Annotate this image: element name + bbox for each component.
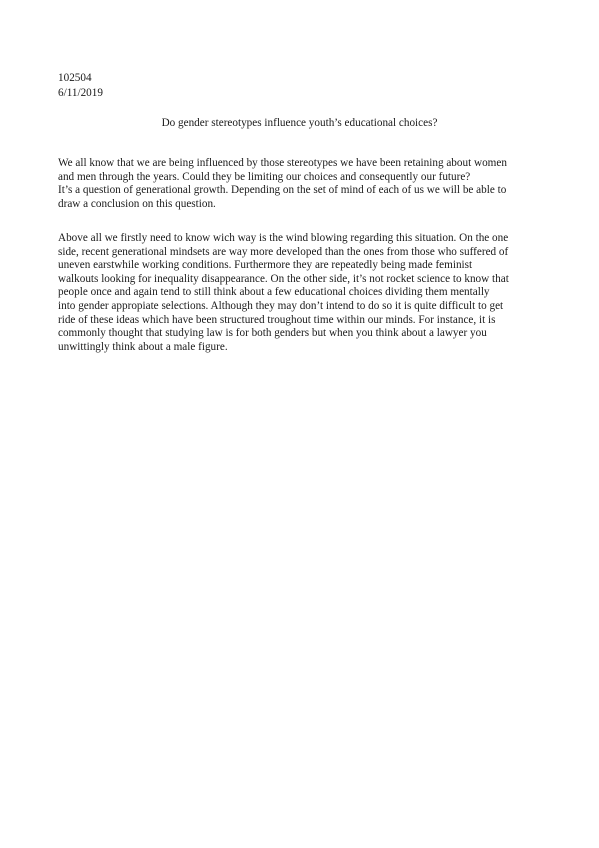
paragraph-line: uneven earstwhile working conditions. Furthermore they are repeatedly being made feminist: [58, 259, 473, 272]
paragraph-line: draw a conclusion on this question.: [58, 197, 216, 210]
document-title: Do gender stereotypes influence youth’s educational choices?: [161, 117, 438, 129]
paragraph-line: It’s a question of generational growth. Depending on the set of mind of each of us we will be able to: [58, 184, 507, 197]
paragraph-line: and men through the years. Could they be limiting our choices and consequently our future?: [58, 170, 471, 183]
paragraph-line: unwittingly think about a male figure.: [58, 340, 228, 353]
paragraph-line: side, recent generational mindsets are way more developed than the ones from those who suffered of: [58, 245, 509, 258]
paragraph-line: ride of these ideas which have been structured troughout time within our minds. For instance, it is: [58, 313, 496, 326]
document-date: 6/11/2019: [58, 87, 103, 99]
document-header: [58, 71, 103, 101]
paragraph-line: people once and again tend to still think about a few educational choices dividing them mentally: [58, 286, 490, 299]
paragraph-body: [58, 232, 578, 354]
paragraph-line: We all know that we are being influenced by those stereotypes we have been retaining about women: [58, 157, 507, 169]
student-id: 102504: [58, 72, 92, 84]
paragraph-line: Above all we firstly need to know wich way is the wind blowing regarding this situation. On the one: [58, 232, 509, 244]
paragraph-line: into gender appropiate selections. Although they may don’t intend to do so it is quite difficult to get: [58, 299, 504, 312]
paragraph-introduction: [58, 157, 578, 211]
paragraph-line: commonly thought that studying law is for both genders but when you think about a lawyer you: [58, 327, 487, 340]
paragraph-line: walkouts looking for inequality disappearance. On the other side, it’s not rocket science to know that: [58, 272, 509, 285]
